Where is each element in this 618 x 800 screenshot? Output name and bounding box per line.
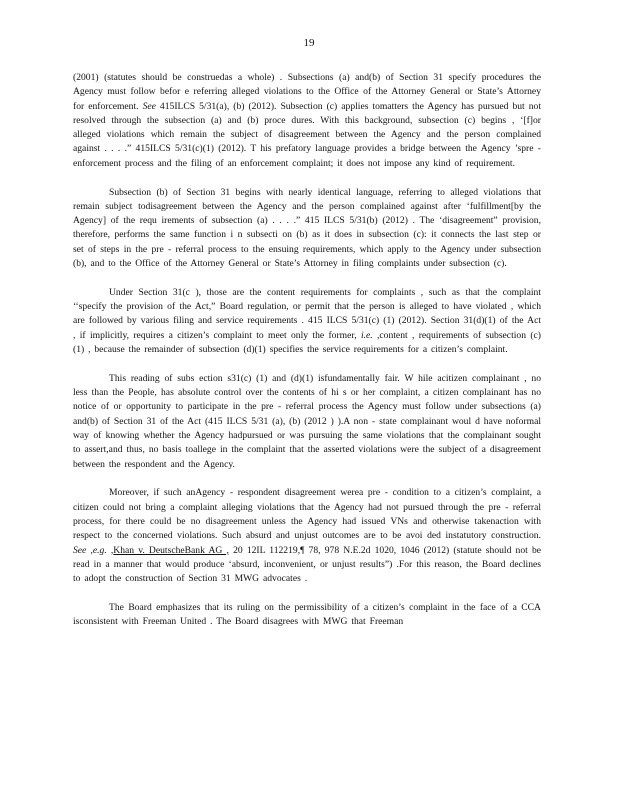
citation-signal-ie: i.e.	[360, 329, 373, 341]
paragraph-1-text-2: 415ILCS 5/31(a), (b) (2012). Subsection (c) applies tomatters the Agency has pursued but not resolved through the subsection (a) and (b) proce dures. With this background, subsection (c) begins , ‘[f]or alleged violations which remain the subject of disagreement between the Agency and the person complained against . . . .” 415ILCS 5/31(c)(1) (2012). T his prefatory language provides a bridge between the Agency ’spre - enforcement process and the filing of an enforcement complaint; it does not impose any kind of requirement.	[73, 100, 541, 169]
case-name-khan: Khan v. DeutscheBank AG ,	[113, 544, 229, 556]
paragraph-3-text-1: Under Section 31(c ), those are the content requirements for complaints , such as that the complaint ‘‘specify the provision of the Act,” Board regulation, or permit that the person is alleged to have violated , which are followed by various filing and service requirements . 415 ILCS 5/31(c) (1) (2012). Section 31(d)(1) of the Act , if implicitly, requires a citizen’s complaint to meet only the former,	[73, 286, 541, 341]
paragraph-5-text-3: 20 12IL 112219,¶ 78, 978 N.E.2d 1020, 1046 (2012) (statute should not be read in a manner that would produce ‘absurd, inconvenient, or unjust results”) .For this reason, the Board declines to adopt the construction of Section 31 MWG advocates .	[73, 544, 542, 585]
paragraph-2-text: Subsection (b) of Section 31 begins with nearly identical language, referring to alleged violations that remain subject todisagreement between the Agency and the person complained against after ‘fulfillment[by the Agency] of the requ irements of subsection (a) . . . .” 415 ILCS 5/31(b) (2012) . The ‘disagreement” provision, therefore, performs the same function i n subsecti on (b) as it does in subsection (c): it connects the last step or set of steps in the pre - referral process to the ensuing requirements, which apply to the Agency under subsection (b), and to the Office of the Attorney General or State’s Attorney in filing complaints under subsection (c).	[73, 186, 541, 270]
body-text	[73, 71, 541, 630]
paragraph-1	[73, 71, 541, 171]
paragraph-1-text-1: (2001) (statutes should be construedas a whole) . Subsections (a) and(b) of Section 31 specify procedures the Agency must follow befor e referring alleged violations to the Office of the Attorney General or State’s Attorney for enforcement.	[73, 72, 541, 112]
paragraph-3-text-2: ,content , requirements of subsection (c)(1) , because the remainder of subsection (d)(1) specifies the service requirements for a citizen’s complaint.	[73, 329, 541, 356]
paragraph-2	[73, 186, 541, 272]
paragraph-5-text-1: Moreover, if such anAgency - respondent disagreement werea pre - condition to a citizen’s complaint, a citizen could not bring a complaint alleging violations that the Agency had not pursued through the pre - referral process, for there could be no disagreement unless the Agency had issued VNs and otherwise takenaction with respect to the concerned violations. Such absurd and unjust outcomes are to be avoi ded instatutory construction.	[73, 487, 541, 542]
paragraph-4	[73, 372, 541, 472]
citation-signal-see-eg: See ,e.g.	[73, 544, 107, 556]
paragraph-6-text: The Board emphasizes that its ruling on the permissibility of a citizen’s complaint in the face of a CCA isconsistent with Freeman United . The Board disagrees with MWG that Freeman	[73, 602, 541, 628]
paragraph-5	[73, 486, 541, 586]
paragraph-4-text: This reading of subs ection s31(c) (1) and (d)(1) isfundamentally fair. W hile acitizen complainant , no less than the People, has absolute control over the contents of hi s or her complaint, a citizen complainant has no notice of or opportunity to participate in the pre - referral process the Agency must follow under subsections (a) and(b) of Section 31 of the Act (415 ILCS 5/31 (a), (b) (2012 ) ).A non - state complainant woul d have noformal way of knowing whether the Agency hadpursued or was pursuing the same violations that the complainant sought to assert,and thus, no basis toallege in the complaint that the asserted violations were the subject of a disagreement between the respondent and the Agency.	[73, 372, 541, 470]
paragraph-3	[73, 286, 541, 357]
paragraph-6	[73, 601, 541, 630]
paragraph-5-text-2: ,	[106, 544, 114, 556]
page-number: 19	[303, 37, 315, 49]
citation-signal-see: See	[142, 100, 156, 112]
